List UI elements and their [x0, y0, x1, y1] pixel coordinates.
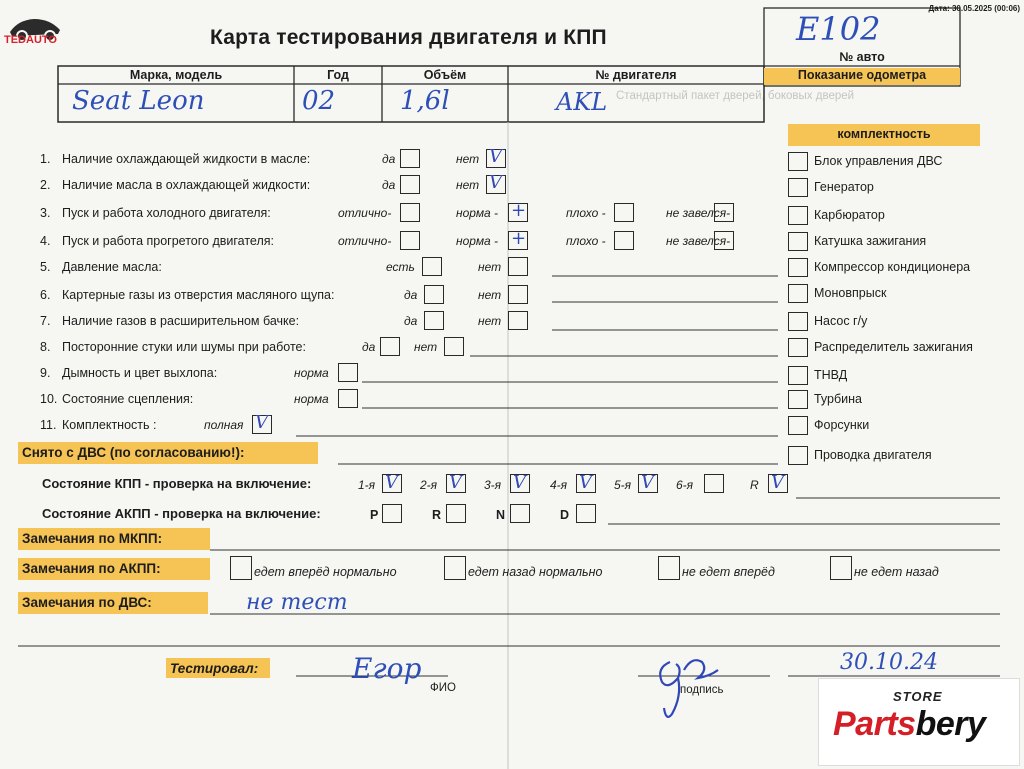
komplektnost-item: Блок управления ДВС: [814, 154, 943, 168]
komplektnost-item: Генератор: [814, 180, 874, 194]
col-volume-header: Объём: [423, 68, 467, 82]
question-option-label: нет: [456, 178, 480, 192]
kpp-gear-label: R: [750, 478, 759, 492]
question-option-label: нет: [456, 152, 480, 166]
question-option-label: норма -: [456, 206, 499, 220]
akpp-remark-option-label: не едет назад: [854, 565, 939, 579]
komplektnost-checkbox[interactable]: [788, 206, 808, 225]
question-option-label: да: [362, 340, 376, 354]
question-option-checkbox[interactable]: [614, 203, 634, 222]
question-text: Давление масла:: [62, 260, 162, 274]
remarks-mkpp-label: Замечания по МКПП:: [18, 528, 210, 550]
kpp-gear-checkmark: V: [579, 472, 592, 493]
footer-date-value: 30.10.24: [840, 650, 938, 675]
question-text: Дымность и цвет выхлопа:: [62, 366, 218, 380]
question-option-label: да: [404, 314, 418, 328]
kpp-gear-label: 2-я: [420, 478, 438, 492]
question-text: Пуск и работа прогретого двигателя:: [62, 234, 274, 248]
kpp-gear-checkmark: V: [449, 472, 462, 493]
question-text: Пуск и работа холодного двигателя:: [62, 206, 271, 220]
akpp-position-checkbox[interactable]: [382, 504, 402, 523]
col-odometer-header: Показание одометра: [764, 68, 960, 85]
komplektnost-checkbox[interactable]: [788, 366, 808, 385]
kpp-gear-checkmark: V: [771, 472, 784, 493]
question-text: Посторонние стуки или шумы при работе:: [62, 340, 306, 354]
kpp-label: Состояние КПП - проверка на включение:: [42, 476, 312, 491]
question-option-checkbox[interactable]: [714, 231, 734, 250]
question-checkmark: +: [511, 228, 527, 249]
akpp-position-label: R: [432, 508, 442, 522]
komplektnost-checkbox[interactable]: [788, 338, 808, 357]
partsbery-store-logo: [818, 678, 1020, 766]
akpp-state-label: Состояние АКПП - проверка на включение:: [42, 506, 321, 521]
komplektnost-checkbox[interactable]: [788, 446, 808, 465]
question-option-checkbox[interactable]: [380, 337, 400, 356]
question-option-checkbox[interactable]: [714, 203, 734, 222]
question-option-label: отлично-: [338, 206, 392, 220]
akpp-position-label: P: [370, 508, 379, 522]
komplektnost-item: ТНВД: [814, 368, 848, 382]
question-option-checkbox[interactable]: [424, 285, 444, 304]
fio-caption: ФИО: [430, 682, 456, 694]
page-title: Карта тестирования двигателя и КПП: [210, 26, 607, 49]
question-number: 9.: [40, 366, 51, 380]
question-option-label: плохо -: [566, 234, 606, 248]
akpp-remark-option-label: едет вперёд нормально: [254, 565, 397, 579]
komplektnost-checkbox[interactable]: [788, 284, 808, 303]
question-option-checkbox[interactable]: [400, 231, 420, 250]
question-option-label: есть: [386, 260, 415, 274]
komplektnost-checkbox[interactable]: [788, 178, 808, 197]
question-checkmark: +: [511, 200, 527, 221]
removed-from-engine-label: Снято с ДВС (по согласованию!):: [18, 442, 318, 464]
komplektnost-checkbox[interactable]: [788, 258, 808, 277]
make-value: Seat Leon: [72, 86, 205, 116]
komplektnost-item: Карбюратор: [814, 208, 885, 222]
store-logo-part-b: bery: [915, 705, 986, 743]
question-number: 11.: [40, 418, 57, 432]
question-option-checkbox[interactable]: [338, 363, 358, 382]
question-option-label: полная: [204, 418, 244, 432]
akpp-position-checkbox[interactable]: [510, 504, 530, 523]
question-option-label: нет: [478, 260, 502, 274]
question-text: Состояние сцепления:: [62, 392, 194, 406]
question-option-label: нет: [414, 340, 438, 354]
kpp-gear-label: 4-я: [550, 478, 568, 492]
question-option-checkbox[interactable]: [400, 149, 420, 168]
question-text: Наличие охлаждающей жидкости в масле:: [62, 152, 311, 166]
col-year-header: Год: [327, 68, 349, 82]
question-option-label: нет: [478, 314, 502, 328]
kpp-gear-label: 5-я: [614, 478, 632, 492]
question-option-checkbox[interactable]: [400, 175, 420, 194]
question-number: 2.: [40, 178, 51, 192]
remarks-dvs-label: Замечания по ДВС:: [18, 592, 208, 614]
question-option-checkbox[interactable]: [444, 337, 464, 356]
question-option-label: да: [382, 152, 396, 166]
question-number: 10.: [40, 392, 58, 406]
question-checkmark: V: [489, 146, 502, 167]
date-stamp: Дата: 30.05.2025 (00:06): [928, 4, 1020, 13]
question-number: 6.: [40, 288, 51, 302]
kpp-gear-checkbox[interactable]: [704, 474, 724, 493]
akpp-position-checkbox[interactable]: [576, 504, 596, 523]
col-engine-header: № двигателя: [595, 68, 677, 82]
question-option-label: плохо -: [566, 206, 606, 220]
question-checkmark: V: [255, 412, 268, 433]
signature-caption: подпись: [680, 684, 724, 696]
question-number: 5.: [40, 260, 51, 274]
komplektnost-item: Проводка двигателя: [814, 448, 932, 462]
question-option-checkbox[interactable]: [508, 257, 528, 276]
komplektnost-checkbox[interactable]: [788, 152, 808, 171]
question-option-label: отлично-: [338, 234, 392, 248]
col-auto-no-header: № авто: [839, 50, 885, 64]
kpp-gear-label: 1-я: [358, 478, 376, 492]
akpp-remark-checkbox[interactable]: [830, 556, 852, 580]
komplektnost-checkbox[interactable]: [788, 390, 808, 409]
question-option-label: норма: [294, 366, 329, 380]
komplektnost-item: Насос г/у: [814, 314, 868, 328]
komplektnost-item: Распределитель зажигания: [814, 340, 973, 354]
kpp-gear-checkmark: V: [641, 472, 654, 493]
engine-value: AKL: [556, 88, 608, 116]
show-through-text: Стандартный пакет дверей, боковых дверей: [616, 90, 855, 102]
kpp-gear-checkmark: V: [513, 472, 526, 493]
question-option-checkbox[interactable]: [422, 257, 442, 276]
question-option-label: да: [382, 178, 396, 192]
komplektnost-item: Моновпрыск: [814, 286, 887, 300]
store-logo-big: [833, 705, 985, 744]
col-make-header: Марка, модель: [129, 68, 223, 82]
komplektnost-item: Турбина: [814, 392, 862, 406]
question-option-label: не завелся-: [666, 234, 731, 248]
tested-by-value: Егор: [352, 652, 422, 685]
question-text: Наличие газов в расширительном бачке:: [62, 314, 300, 328]
komplektnost-item: Катушка зажигания: [814, 234, 927, 248]
akpp-remark-checkbox[interactable]: [444, 556, 466, 580]
remarks-akpp-label: Замечания по АКПП:: [18, 558, 210, 580]
question-option-label: нет: [478, 288, 502, 302]
question-option-checkbox[interactable]: [614, 231, 634, 250]
question-number: 1.: [40, 152, 51, 166]
store-logo-part-a: Parts: [833, 705, 916, 743]
tested-by-label: Тестировал:: [166, 658, 270, 678]
question-option-label: не завелся-: [666, 206, 731, 220]
brand-logo-text: TEDAUTO: [4, 34, 57, 46]
komplektnost-item: Компрессор кондиционера: [814, 260, 971, 274]
auto-no-value: E102: [796, 10, 881, 48]
question-number: 8.: [40, 340, 51, 354]
question-number: 7.: [40, 314, 51, 328]
komplektnost-checkbox[interactable]: [788, 416, 808, 435]
akpp-position-checkbox[interactable]: [446, 504, 466, 523]
akpp-position-label: N: [496, 508, 506, 522]
akpp-position-label: D: [560, 508, 570, 522]
question-option-checkbox[interactable]: [508, 285, 528, 304]
question-text: Наличие масла в охлаждающей жидкости:: [62, 178, 311, 192]
kpp-gear-label: 3-я: [484, 478, 502, 492]
store-logo-small: STORE: [893, 689, 943, 704]
question-checkmark: V: [489, 172, 502, 193]
signature-scribble: [648, 648, 728, 724]
komplektnost-item: Форсунки: [814, 418, 870, 432]
volume-value: 1,6l: [400, 86, 450, 116]
akpp-remark-checkbox[interactable]: [658, 556, 680, 580]
year-value: 02: [302, 86, 336, 116]
kpp-gear-label: 6-я: [676, 478, 694, 492]
remarks-dvs-value: не тест: [246, 590, 348, 615]
question-text: Картерные газы из отверстия масляного щупа:: [62, 288, 335, 302]
question-option-checkbox[interactable]: [338, 389, 358, 408]
question-option-checkbox[interactable]: [400, 203, 420, 222]
komplektnost-checkbox[interactable]: [788, 232, 808, 251]
question-number: 3.: [40, 206, 51, 220]
question-option-label: да: [404, 288, 418, 302]
question-number: 4.: [40, 234, 51, 248]
question-option-checkbox[interactable]: [508, 311, 528, 330]
kpp-gear-checkmark: V: [385, 472, 398, 493]
question-text: Комплектность :: [62, 418, 157, 432]
question-option-label: норма: [294, 392, 329, 406]
akpp-remark-option-label: едет назад нормально: [468, 565, 603, 579]
question-option-checkbox[interactable]: [424, 311, 444, 330]
akpp-remark-option-label: не едет вперёд: [682, 565, 775, 579]
akpp-remark-checkbox[interactable]: [230, 556, 252, 580]
komplektnost-checkbox[interactable]: [788, 312, 808, 331]
komplektnost-title: комплектность: [788, 124, 980, 146]
question-option-label: норма -: [456, 234, 499, 248]
